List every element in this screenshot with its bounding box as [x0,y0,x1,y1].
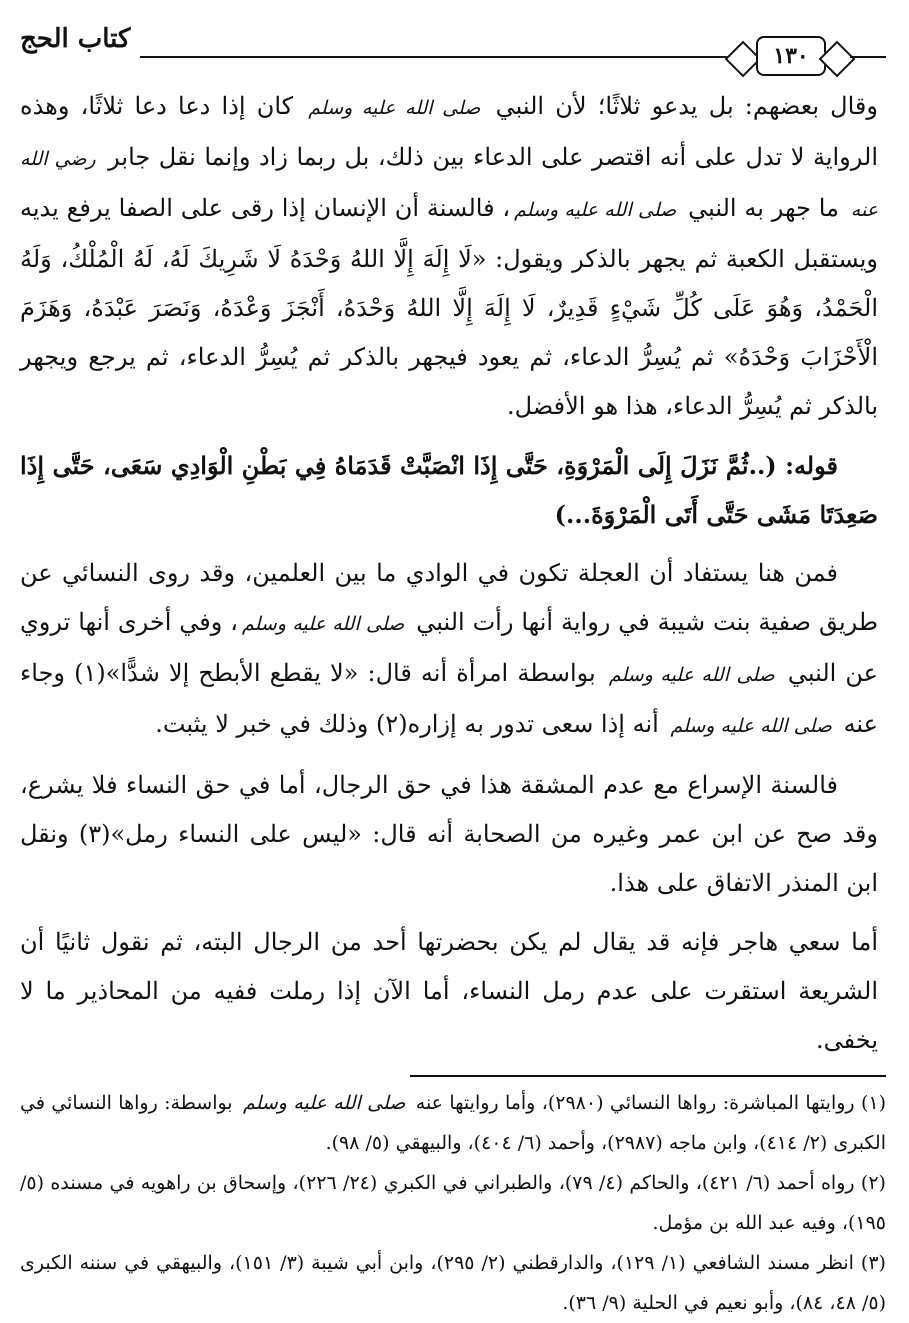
salutation-glyph: صلى الله عليه وسلم [308,97,481,119]
text-segment: أما سعي هاجر فإنه قد يقال لم يكن بحضرتها أحد من الرجال البته، ثم نقول ثانيًا أن الشريعة استقرت على عدم رمل النساء، أما الآن إذا رملت ففيه من المحاذير ما لا يخفى. [20,928,878,1054]
text-segment: ، فالسنة أن الإنسان إذا رقى على الصفا يرفع يديه ويستقبل الكعبة ثم يجهر بالذكر ويقول: «لَا إِلَهَ إِلَّا اللهُ وَحْدَهُ لَا شَرِيكَ لَهُ، لَهُ الْمُلْكُ، وَلَهُ الْحَمْدُ، وَهُوَ عَلَى كُلِّ شَيْءٍ قَدِيرٌ، لَا إِلَهَ إِلَّا اللهُ وَحْدَهُ، أَنْجَزَ وَعْدَهُ، وَنَصَرَ عَبْدَهُ، وَهَزَمَ الْأَحْزَابَ وَحْدَهُ» ثم يُسِرُّ الدعاء، ثم يعود فيجهر بالذكر ثم يُسِرُّ الدعاء، ثم يرجع ويجهر بالذكر ثم يُسِرُّ الدعاء، هذا هو الأفضل. [20,194,878,420]
radiallahu-glyph: رضي الله عنه [20,148,879,221]
paragraph [20,82,878,431]
text-segment: ما جهر به النبي [680,194,847,222]
salutation-glyph: صلى الله عليه وسلم [608,664,775,686]
salutation-glyph: صلى الله عليه وسلم [241,613,405,635]
salutation-glyph: صلى الله عليه وسلم [514,199,677,221]
main-text [20,82,886,1065]
paragraph [20,918,878,1065]
header-rule [140,56,746,58]
salutation-glyph: صلى الله عليه وسلم [670,715,832,737]
text-segment: (٢) رواه أحمد (٦/ ٤٢١)، والحاكم (٤/ ٧٩)، والطبراني في الكبري (٢٤/ ٢٢٦)، وإسحاق بن راهويه في مسنده (٥/ ١٩٥)، وفيه عبد الله بن مؤمل. [20,1172,886,1234]
text-segment: وقال بعضهم: بل يدعو ثلاثًا؛ لأن النبي [484,92,878,120]
text-segment: (٣) انظر مسند الشافعي (١/ ١٢٩)، والدارقطني (٢/ ٢٩٥)، وابن أبي شيبة (٣/ ١٥١)، والبيهقي في سننه الكبرى (٥/ ٤٨، ٨٤)، وأبو نعيم في الحلية (٩/ ٣٦). [20,1252,886,1314]
footnote [20,1163,886,1243]
text-segment: (١) روايتها المباشرة: رواها النسائي (٢٩٨٠)، وأما روايتها عنه [409,1092,886,1114]
book-title: كتاب الحج [20,24,131,54]
footnotes [20,1083,886,1323]
book-page [20,18,886,1314]
text-segment: بواسطة: رواها النسائي في الكبرى (٢/ ٤١٤)، وابن ماجه (٢٩٨٧)، وأحمد (٦/ ٤٠٤)، والبيهقي (٥/ ٩٨). [20,1092,886,1154]
text-segment: كان إذا دعا دعا ثلاثًا، وهذه الرواية لا تدل على أنه اقتصر على الدعاء بين ذلك، بل ربما زاد وإنما نقل جابر [20,92,878,171]
footnote-separator [410,1075,886,1077]
header-rule-tail [850,56,886,58]
footnote [20,1083,886,1163]
page-header [20,18,886,82]
page-number: ١٣٠ [756,36,826,76]
footnote [20,1243,886,1323]
text-segment: فمن هنا يستفاد أن العجلة تكون في الوادي ما بين العلمين، وقد روى النسائي عن طريق صفية بنت شيبة في رواية أنها رأت النبي [20,559,878,636]
text-segment: أنه إذا سعى تدور به إزاره(٢) وذلك في خبر لا يثبت. [155,710,667,738]
paragraph [20,549,878,751]
text-segment: قوله: (..ثُمَّ نَزَلَ إِلَى الْمَرْوَةِ، حَتَّى إِذَا انْصَبَّتْ قَدَمَاهُ فِي بَطْنِ الْوَادِي سَعَى، حَتَّى إِذَا صَعِدَتَا مَشَى حَتَّى أَتَى الْمَرْوَةَ...) [20,451,878,529]
salutation-glyph: صلى الله عليه وسلم [242,1092,406,1114]
text-segment: فالسنة الإسراع مع عدم المشقة هذا في حق الرجال، أما في حق النساء فلا يشرع، وقد صح عن ابن عمر وغيره من الصحابة أنه قال: «ليس على النساء رمل»(٣) ونقل ابن المنذر الاتفاق على هذا. [20,771,878,897]
text-segment: بواسطة امرأة أنه قال: «لا يقطع الأبطح إلا شدًّا»(١) وجاء عنه [20,659,878,738]
paragraph-quote [20,441,878,539]
paragraph [20,761,878,908]
text-segment: ، وفي أخرى أنها تروي عن النبي [20,608,879,687]
